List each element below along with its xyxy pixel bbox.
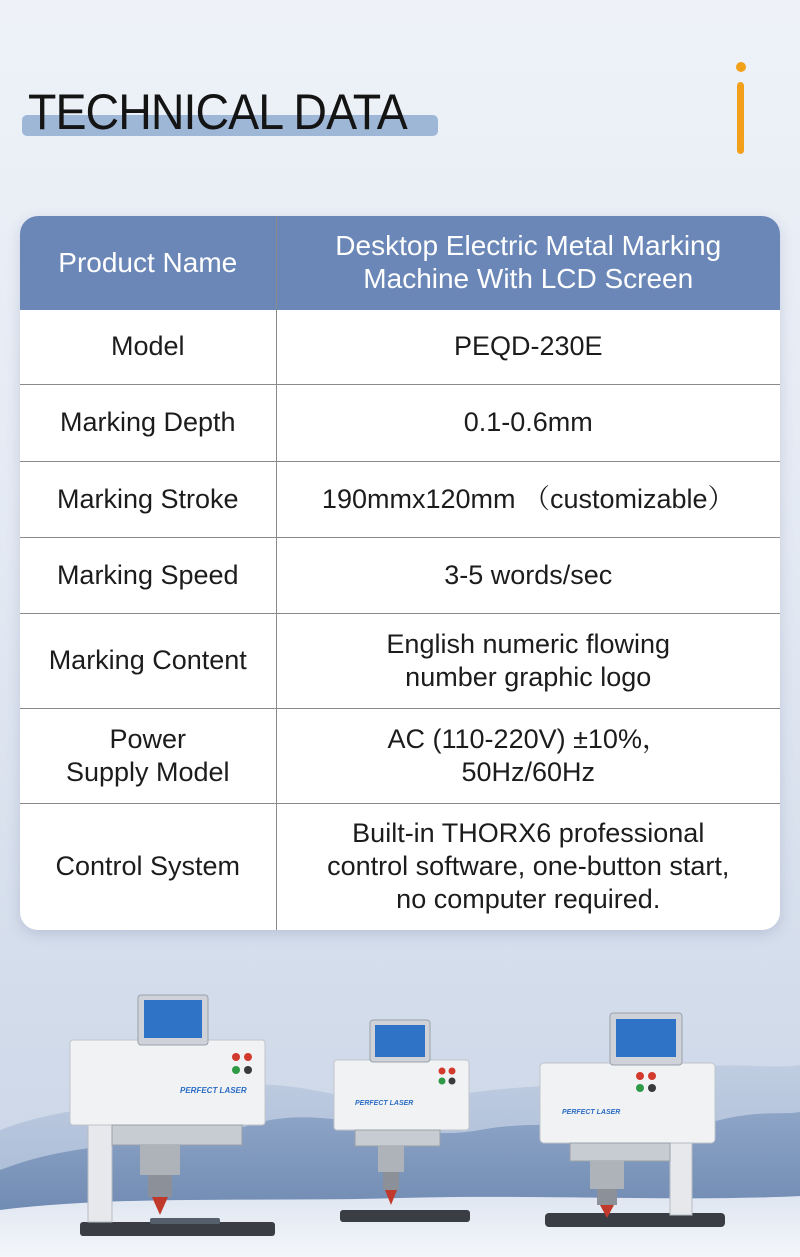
svg-text:PERFECT LASER: PERFECT LASER [180, 1086, 247, 1095]
product-image-right [530, 1008, 730, 1243]
product-image-middle [320, 1015, 480, 1235]
table-row [20, 384, 780, 461]
table-row [20, 708, 780, 803]
row-value: Built-in THORX6 professional control software, one-button start, no computer required. [276, 803, 780, 930]
row-label: Marking Speed [20, 537, 276, 613]
row-label: Marking Depth [20, 384, 276, 461]
svg-text:PERFECT LASER: PERFECT LASER [355, 1100, 414, 1107]
row-value: PEQD-230E [276, 309, 780, 384]
table-header-row [20, 216, 780, 309]
spec-table [20, 216, 780, 930]
row-value: English numeric flowing number graphic logo [276, 613, 780, 708]
header-label-cell: Product Name [20, 216, 276, 309]
table-row [20, 613, 780, 708]
table-row [20, 309, 780, 384]
row-label: Marking Stroke [20, 461, 276, 537]
row-value: 0.1-0.6mm [276, 384, 780, 461]
info-icon-dot [736, 62, 746, 72]
page-title: TECHNICAL DATA [28, 84, 407, 140]
product-image-left [60, 990, 280, 1240]
row-label: Control System [20, 803, 276, 930]
table-row [20, 537, 780, 613]
row-value: AC (110-220V) ±10%， 50Hz/60Hz [276, 708, 780, 803]
heading-wrap [22, 82, 442, 142]
row-label: Model [20, 309, 276, 384]
info-icon [733, 62, 749, 158]
row-label: Marking Content [20, 613, 276, 708]
product-photo-scene [0, 940, 800, 1257]
table-row [20, 803, 780, 930]
row-value: 190mmx120mm （customizable） [276, 461, 780, 537]
info-icon-bar [737, 82, 744, 154]
table-row [20, 461, 780, 537]
row-label: Power Supply Model [20, 708, 276, 803]
spec-table-card [20, 216, 780, 930]
svg-text:PERFECT LASER: PERFECT LASER [562, 1109, 621, 1116]
row-value: 3-5 words/sec [276, 537, 780, 613]
header-value-cell: Desktop Electric Metal Marking Machine With LCD Screen [276, 216, 780, 309]
